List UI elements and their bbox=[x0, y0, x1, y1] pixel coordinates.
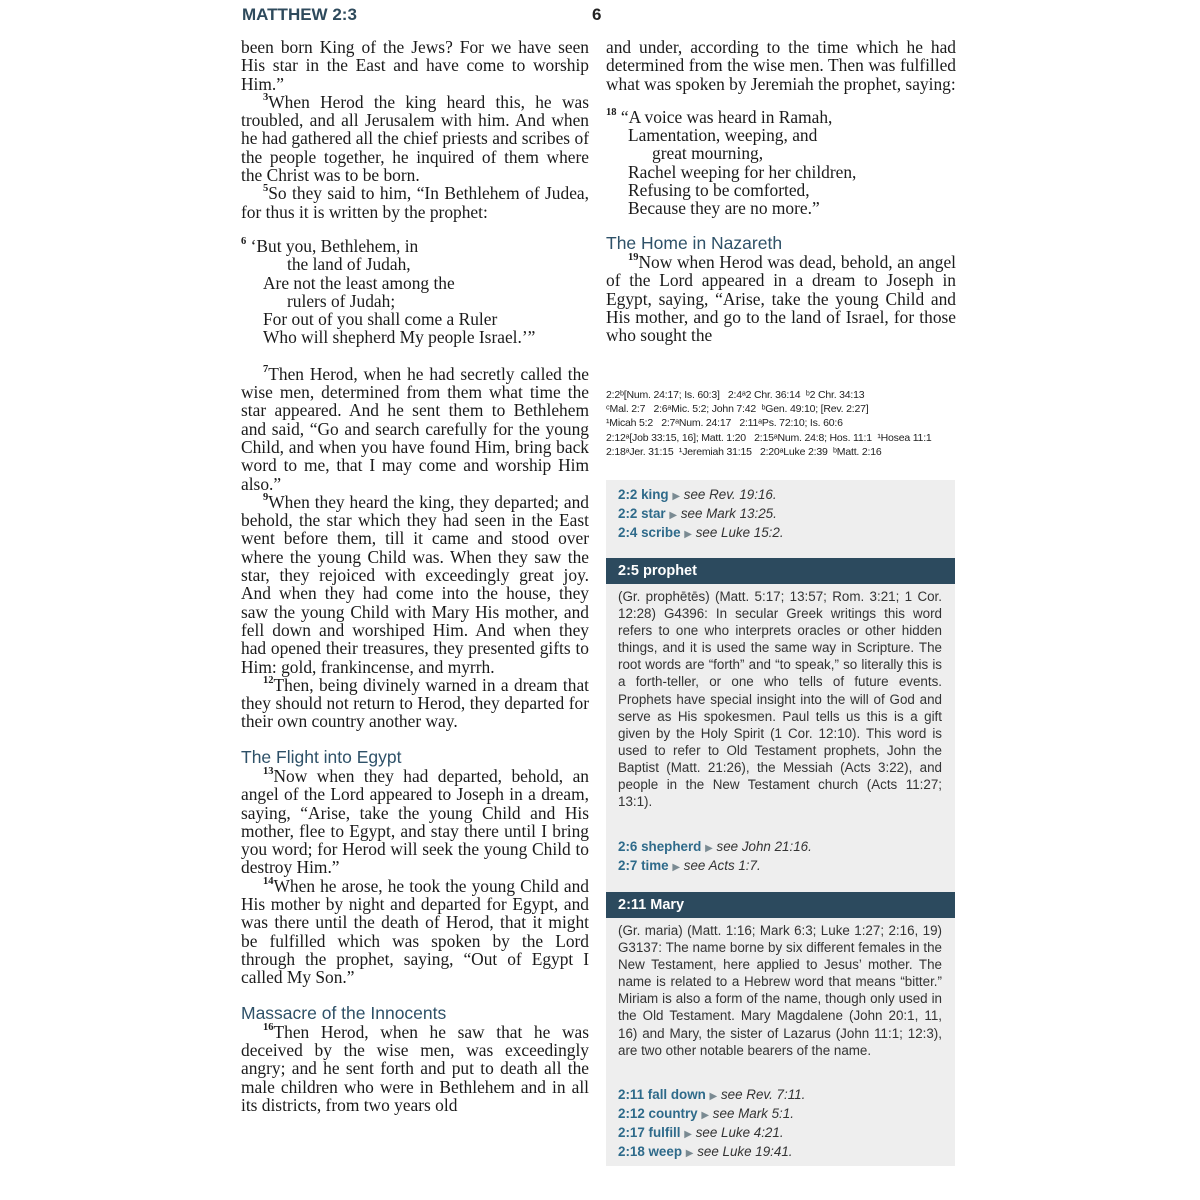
crossref: ᵇMatt. 2:16 bbox=[833, 445, 882, 458]
word-study-link[interactable]: 2:18 weep ▶ see Luke 19:41. bbox=[618, 1144, 793, 1160]
verse-text: When they heard the king, they departed; and behold, the star which they had seen in the East went before them, till it came and stood over where the young Child was. When they saw the star, they rejoiced with exceedingly great joy. And when they had come into the house, they saw the young Child with Mary His mother, and fell down and worshiped Him. And when they had opened their treasures, they presented gifts to Him: gold, frankincense, and myrrh. bbox=[241, 491, 589, 677]
verse-text: Then Herod, when he had secretly called the wise men, determined from them what time the star appeared. And he sent them to Bethlehem and said, “Go and search carefully for the young Child, and when you have found Him, bring back word to me, that I may come and worship Him also.” bbox=[241, 363, 589, 494]
verse-number: 13 bbox=[263, 765, 274, 777]
running-head-reference: MATTHEW 2:3 bbox=[242, 5, 357, 24]
poetry-line: Because they are no more.” bbox=[628, 198, 820, 219]
right-scripture-column bbox=[606, 38, 956, 344]
poetry-line: $^6$ ‘But you, Bethlehem, in bbox=[241, 235, 419, 256]
arrow-right-icon: ▶ bbox=[701, 1110, 710, 1122]
poetry-line: Refusing to be comforted, bbox=[628, 180, 810, 201]
verse-number: 3 bbox=[263, 91, 269, 103]
word-study-link[interactable]: 2:12 country ▶ see Mark 5:1. bbox=[618, 1106, 794, 1122]
crossref: ᵇ2 Chr. 34:13 bbox=[805, 389, 865, 401]
verse-number: 18 bbox=[606, 106, 617, 118]
crossref: 2:11ᵃPs. 72:10; Is. 60:6 bbox=[739, 417, 843, 430]
word-study-list bbox=[606, 486, 784, 543]
word-study-link[interactable]: 2:17 fulfill ▶ see Luke 4:21. bbox=[618, 1125, 784, 1141]
word-study-link[interactable]: 2:7 time ▶ see Acts 1:7. bbox=[618, 858, 761, 874]
arrow-right-icon: ▶ bbox=[705, 843, 713, 854]
left-scripture-column bbox=[241, 38, 589, 1114]
scripture-paragraph bbox=[241, 877, 589, 987]
arrow-right-icon: ▶ bbox=[672, 491, 681, 502]
crossref: ᵇGen. 49:10; [Rev. 2:27] bbox=[761, 403, 869, 416]
word-study-title-bar: 2:11 Mary bbox=[606, 892, 955, 918]
verse-text: Then, being divinely warned in a dream that they should not return to Herod, they departed for their own country another way. bbox=[241, 674, 589, 732]
word-study-title-bar: 2:5 prophet bbox=[606, 558, 955, 584]
verse-number: 19 bbox=[628, 251, 639, 263]
verse-text: Then Herod, when he saw that he was deceived by the wise men, was exceedingly angry; and he sent forth and put to death all the male children who were in Bethlehem and in all its districts, from two years old bbox=[241, 1021, 589, 1116]
word-study-link[interactable]: 2:4 scribe ▶ see Luke 15:2. bbox=[618, 525, 784, 541]
scripture-paragraph bbox=[241, 93, 589, 184]
poetry-line: great mourning, bbox=[652, 143, 764, 164]
crossref: 2:18ᵃJer. 31:15 bbox=[606, 445, 674, 458]
poetry-line: Are not the least among the bbox=[263, 272, 455, 293]
verse-number: 9 bbox=[263, 491, 269, 503]
page-number: 6 bbox=[592, 5, 602, 24]
poetry-line: For out of you shall come a Ruler bbox=[263, 309, 498, 330]
crossref: 2:20ᵃLuke 2:39 bbox=[759, 445, 828, 458]
crossref: ¹Jeremiah 31:15 bbox=[678, 445, 752, 458]
verse-number: 7 bbox=[263, 363, 269, 375]
poetry-line: the land of Judah, bbox=[287, 254, 411, 275]
verse-text: When Herod the king heard this, he was troubled, and all Jerusalem with him. And when he had gathered all the chief priests and scribes of the people together, he inquired of them where the Christ was to be born. bbox=[241, 91, 589, 186]
verse-text: So they said to him, “In Bethlehem of Judea, for thus it is written by the prophet: bbox=[241, 183, 589, 222]
word-study-link[interactable]: 2:2 star ▶ see Mark 13:25. bbox=[618, 506, 777, 522]
crossref: ¹Hosea 11:1 bbox=[877, 431, 932, 444]
verse-text: When he arose, he took the young Child and His mother by night and departed for Egypt, and was there until the death of Herod, that it might be fulfilled which was spoken by the Lord through the prophet, saying, “Out of Egypt I called My Son.” bbox=[241, 875, 589, 988]
scripture-paragraph: been born King of the Jews? For we have seen His star in the East and have come to worship Him.” bbox=[241, 37, 589, 94]
crossref: 2:12ᵃ[Job 33:15, 16]; Matt. 1:20 bbox=[606, 431, 746, 444]
section-heading: The Flight into Egypt bbox=[241, 746, 402, 767]
crossref: 2:4ᵃ2 Chr. 36:14 bbox=[727, 389, 801, 401]
crossref: ᶜMal. 2:7 bbox=[606, 403, 646, 416]
verse-text: Now when Herod was dead, behold, an angel of the Lord appeared in a dream to Joseph in Egypt, saying, “Arise, take the young Child and His mother, and go to the land of Israel, for those who sought the bbox=[606, 251, 956, 346]
arrow-right-icon: ▶ bbox=[672, 862, 681, 874]
crossref: 2:15ᵃNum. 24:8; Hos. 11:1 bbox=[754, 431, 872, 444]
verse-text: Now when they had departed, behold, an angel of the Lord appeared to Joseph in a dream, saying, “Arise, take the young Child and His mother, flee to Egypt, and stay there until I bring you word; for Herod will seek the young Child to destroy Him.” bbox=[241, 765, 589, 878]
scripture-paragraph: and under, according to the time which he had determined from the wise men. Then was fulfilled what was spoken by Jeremiah the prophet, saying: bbox=[606, 37, 956, 94]
word-study-link[interactable]: 2:11 fall down ▶ see Rev. 7:11. bbox=[618, 1087, 806, 1102]
poetry-line: Who will shepherd My people Israel.’” bbox=[263, 327, 536, 348]
scripture-paragraph bbox=[241, 676, 589, 731]
word-study-article: (Gr. prophētēs) (Matt. 5:17; 13:57; Rom. 3:21; 1 Cor. 12:28) G4396: In secular Greek writings this word refers to one who interprets oracles or other hidden things, and it is used the same way in Scripture. The root words are “forth” and “to speak,” so literally this is a forth-teller, or one who tells of future events. Prophets have special insight into the will of God and serve as His spokesmen. Paul tells us this is a gift given by the Holy Spirit (1 Cor. 12:10). This word is used to refer to Old Testament prophets, John the Baptist (Matt. 21:26), the Messiah (Acts 3:22), and people in the New Testament church (Acts 11:27; 13:1). bbox=[618, 589, 942, 810]
scripture-paragraph bbox=[241, 184, 589, 221]
arrow-right-icon: ▶ bbox=[669, 510, 678, 522]
section-heading: Massacre of the Innocents bbox=[241, 1002, 447, 1023]
poetry-line: rulers of Judah; bbox=[287, 290, 396, 311]
section-heading: The Home in Nazareth bbox=[606, 232, 783, 253]
verse-number: 6 bbox=[241, 235, 247, 247]
verse-number: 5 bbox=[263, 183, 269, 195]
word-study-list bbox=[606, 1086, 805, 1162]
cross-references bbox=[606, 388, 956, 459]
word-study-list bbox=[606, 838, 812, 876]
verse-number: 14 bbox=[263, 875, 274, 887]
arrow-right-icon: ▶ bbox=[684, 1129, 692, 1141]
scripture-paragraph bbox=[241, 1023, 589, 1114]
arrow-right-icon: ▶ bbox=[709, 1091, 718, 1102]
poetry-quote bbox=[606, 108, 956, 218]
poetry-line: Rachel weeping for her children, bbox=[628, 161, 857, 182]
scripture-paragraph bbox=[606, 253, 956, 344]
crossref: ¹Micah 5:2 bbox=[606, 417, 654, 430]
scripture-paragraph bbox=[241, 493, 589, 676]
scripture-paragraph bbox=[241, 767, 589, 877]
crossref: 2:7ᵃNum. 24:17 bbox=[661, 417, 732, 430]
verse-number: 16 bbox=[263, 1021, 274, 1033]
crossref: 2:6ᵃMic. 5:2; John 7:42 bbox=[653, 403, 757, 416]
arrow-right-icon: ▶ bbox=[684, 529, 692, 541]
scripture-paragraph bbox=[241, 365, 589, 493]
poetry-line: $^{18}$ “A voice was heard in Ramah, bbox=[606, 106, 833, 127]
poetry-quote bbox=[241, 237, 589, 347]
word-study-link[interactable]: 2:6 shepherd ▶ see John 21:16. bbox=[618, 839, 812, 854]
crossref: 2:2ᵇ[Num. 24:17; Is. 60:3] bbox=[606, 389, 720, 401]
word-study-link[interactable]: 2:2 king ▶ see Rev. 19:16. bbox=[618, 487, 777, 502]
poetry-line: Lamentation, weeping, and bbox=[628, 125, 818, 146]
word-study-article: (Gr. maria) (Matt. 1:16; Mark 6:3; Luke 1:27; 2:16, 19) G3137: The name borne by six different females in the New Testament, here applied to Jesus’ mother. The name is related to a Hebrew word that means “bitter.” Miriam is also a form of the name, though only used in the Old Testament. Mary Magdalene (John 20:1, 11, 16) and Mary, the sister of Lazarus (John 11:1; 12:3), are two other notable bearers of the name. bbox=[618, 923, 942, 1058]
arrow-right-icon: ▶ bbox=[685, 1148, 694, 1160]
verse-number: 12 bbox=[263, 674, 274, 686]
